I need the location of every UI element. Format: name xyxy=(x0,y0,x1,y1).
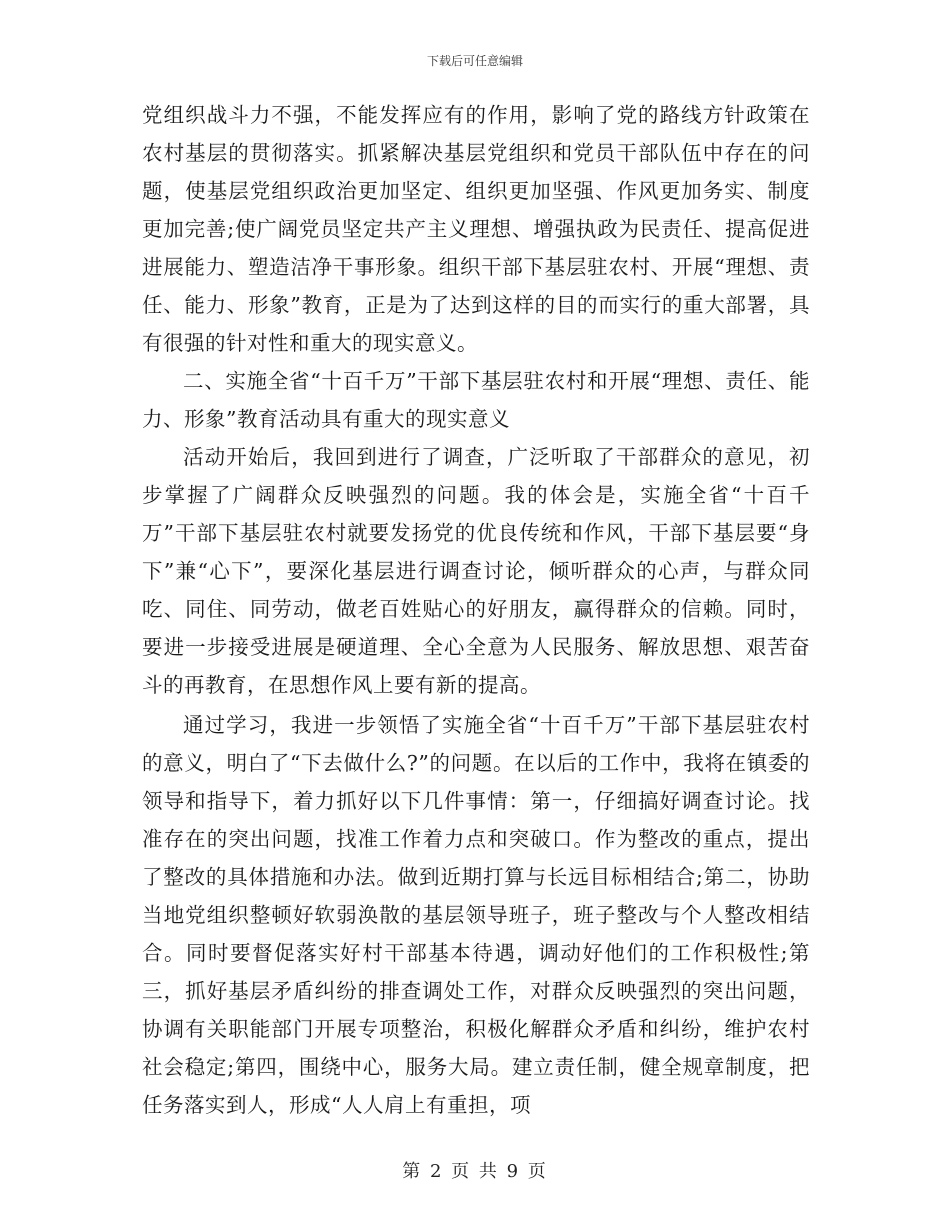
paragraph-4: 通过学习，我进一步领悟了实施全省“十百千万”干部下基层驻农村的意义，明白了“下去做什么?”的问题。在以后的工作中，我将在镇委的领导和指导下，着力抓好以下几件事情：第一，仔细搞好调查讨论。找准存在的突出问题，找准工作着力点和突破口。作为整改的重点，提出了整改的具体措施和办法。做到近期打算与长远目标相结合;第二，协助当地党组织整顿好软弱涣散的基层领导班子，班子整改与个人整改相结合。同时要督促落实好村干部基本待遇，调动好他们的工作积极性;第三，抓好基层矛盾纠纷的排查调处工作，对群众反映强烈的突出问题，协调有关职能部门开展专项整治，积极化解群众矛盾和纠纷，维护农村社会稳定;第四，围绕中心，服务大局。建立责任制，健全规章制度，把任务落实到人，形成“人人肩上有重担，项 xyxy=(142,713,810,1117)
page-header-note: 下载后可任意编辑 xyxy=(426,54,523,68)
paragraph-3: 活动开始后，我回到进行了调查，广泛听取了干部群众的意见，初步掌握了广阔群众反映强烈的问题。我的体会是，实施全省“十百千万”干部下基层驻农村就要发扬党的优良传统和作风，干部下基层要“身下”兼“心下”，要深化基层进行调查讨论，倾听群众的心声，与群众同吃、同住、同劳动，做老百姓贴心的好朋友，赢得群众的信赖。同时，要进一步接受进展是硬道理、全心全意为人民服务、解放思想、艰苦奋斗的再教育，在思想作风上要有新的提高。 xyxy=(142,445,810,697)
paragraph-1: 党组织战斗力不强，不能发挥应有的作用，影响了党的路线方针政策在农村基层的贯彻落实。抓紧解决基层党组织和党员干部队伍中存在的问题，使基层党组织政治更加坚定、组织更加坚强、作风更加务实、制度更加完善;使广阔党员坚定共产主义理想、增强执政为民责任、提高促进进展能力、塑造洁净干事形象。组织干部下基层驻农村、开展“理想、责任、能力、形象”教育，正是为了达到这样的目的而实行的重大部署，具有很强的针对性和重大的现实意义。 xyxy=(142,103,810,355)
section-heading-2: 二、实施全省“十百千万”干部下基层驻农村和开展“理想、责任、能力、形象”教育活动具有重大的现实意义 xyxy=(142,369,810,431)
page-number-footer: 第 2 页 共 9 页 xyxy=(402,1161,548,1182)
document-body xyxy=(142,96,810,1124)
